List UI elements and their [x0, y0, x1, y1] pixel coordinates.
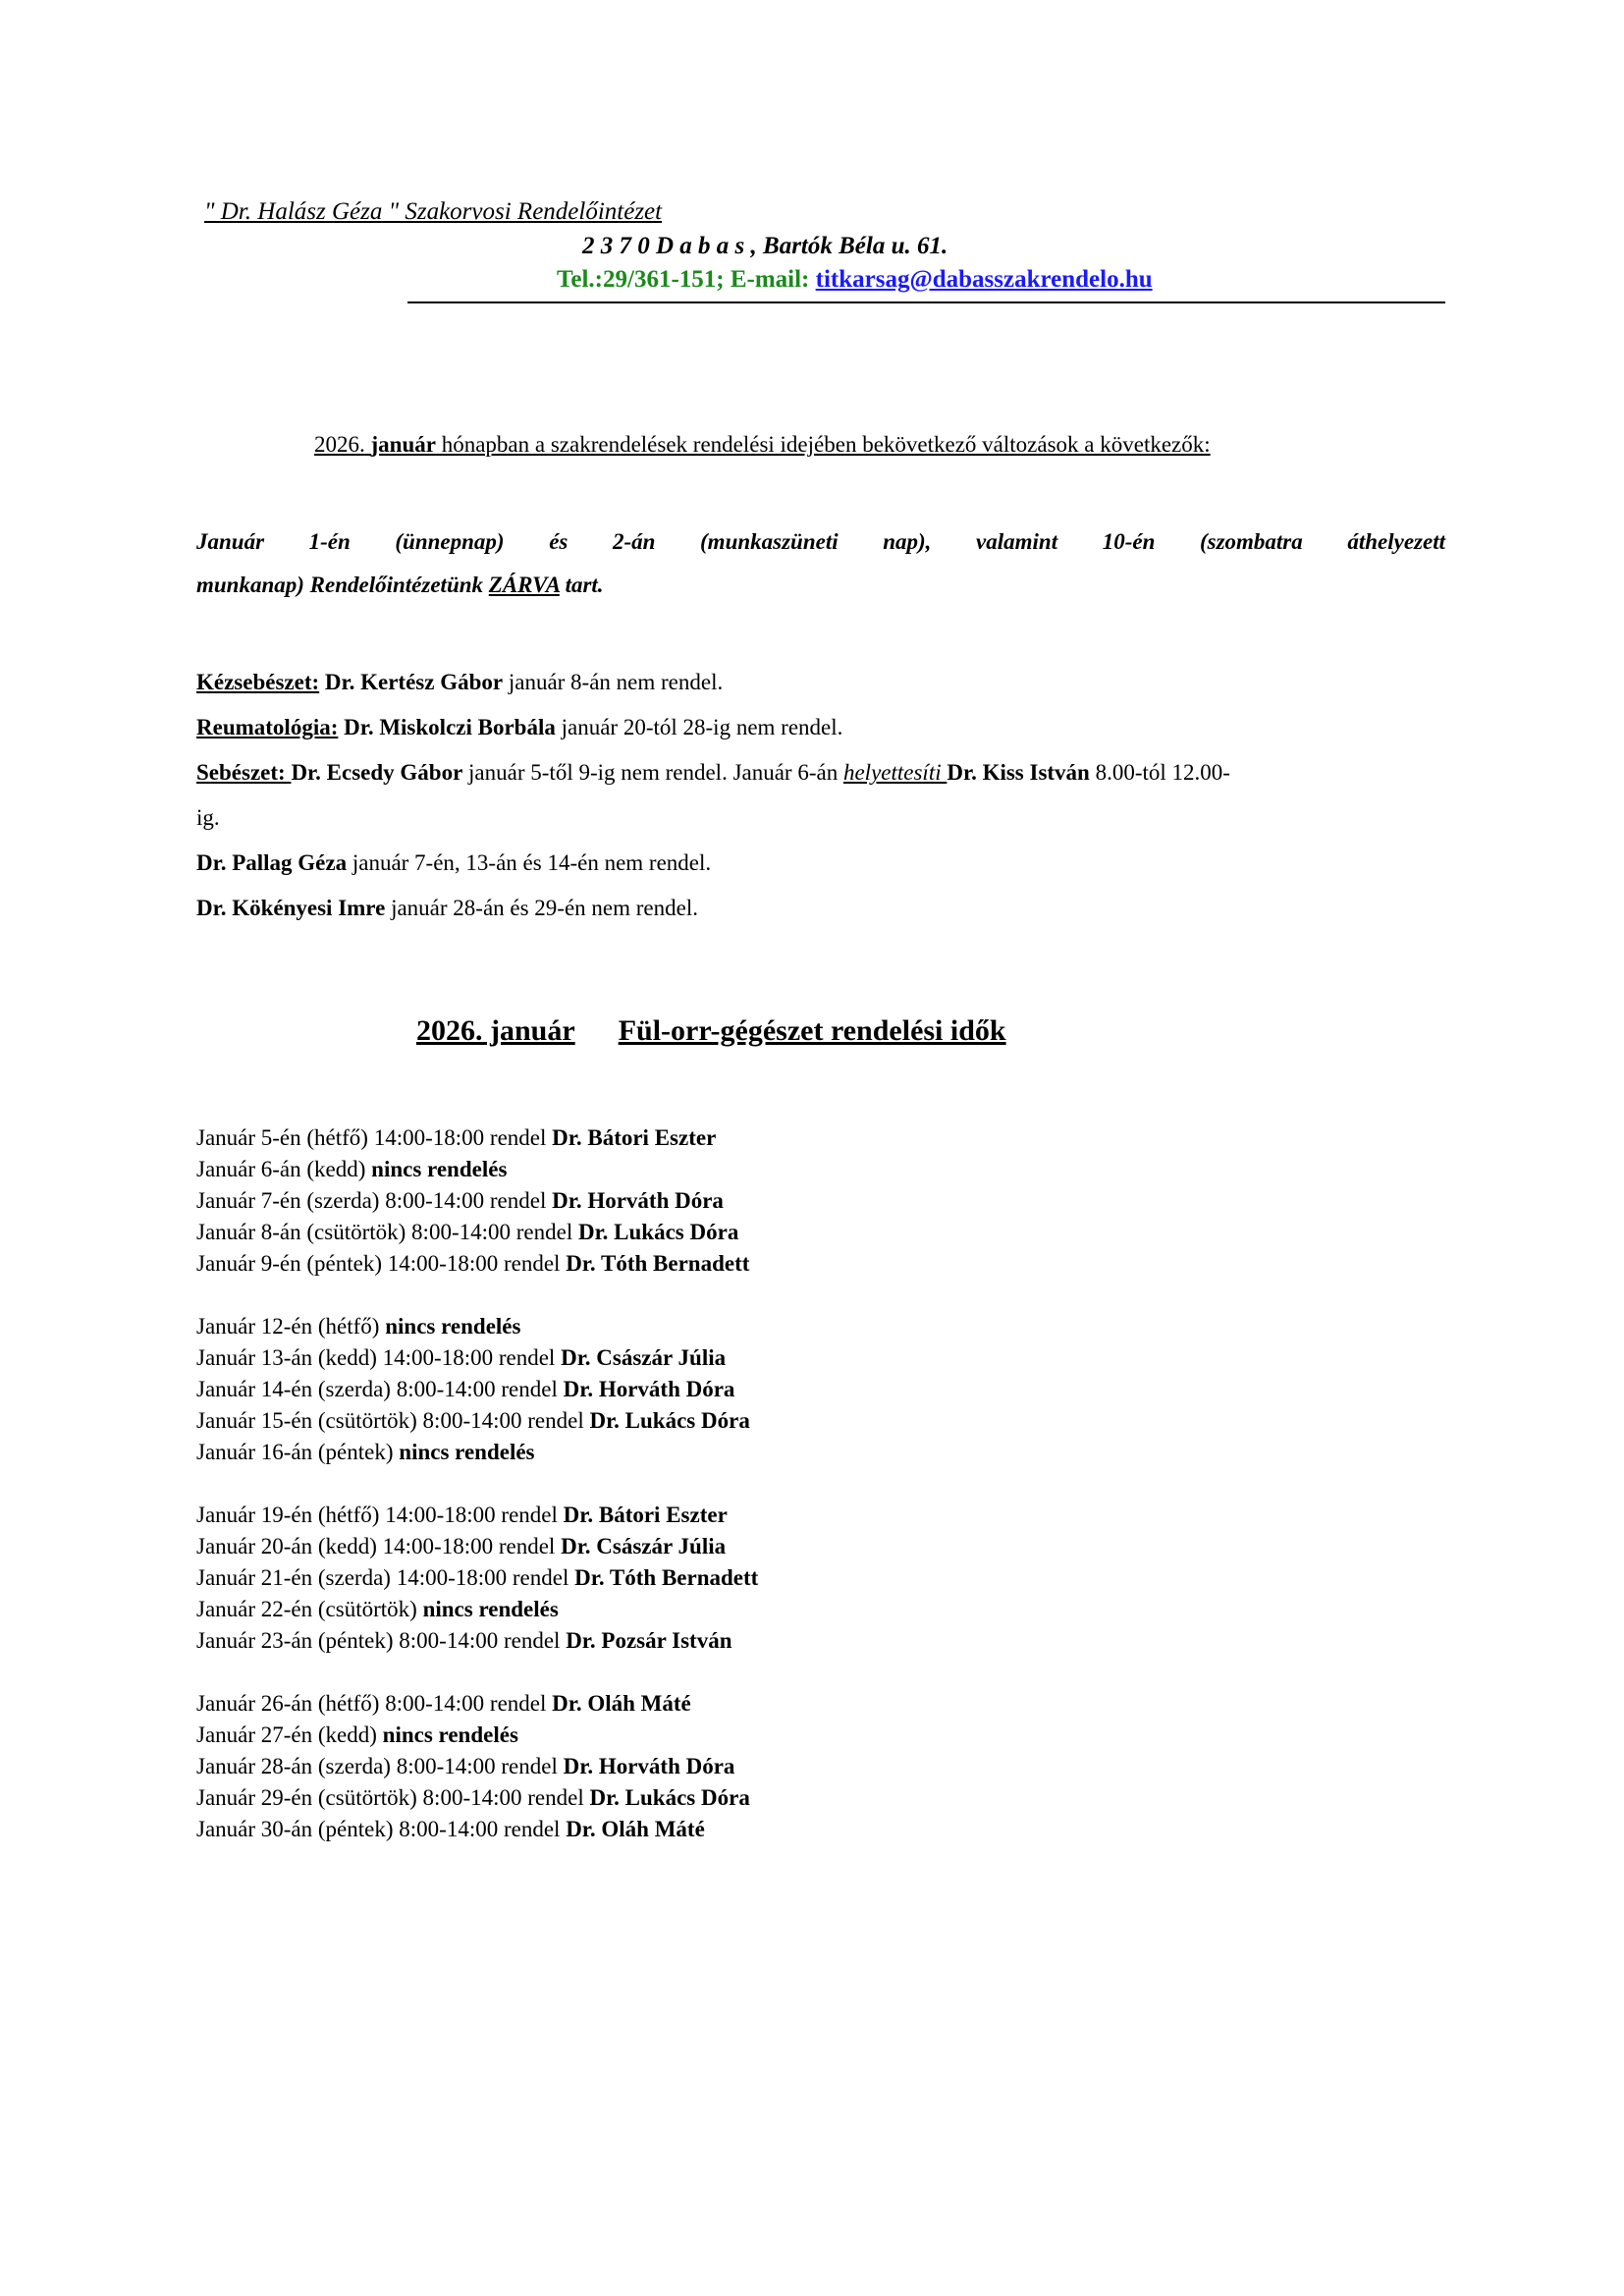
section-title-date: 2026. január: [416, 1014, 575, 1047]
schedule-list: [196, 1122, 758, 1877]
closed-notice-tail: tart.: [559, 573, 604, 597]
changes-list: [196, 666, 1448, 937]
schedule-entry-doctor: Dr. Lukács Dóra: [577, 1220, 739, 1244]
header-divider: [407, 301, 1445, 303]
schedule-entry-text: Január 22-én (csütörtök): [196, 1597, 423, 1621]
schedule-entry-text: Január 27-én (kedd): [196, 1722, 383, 1747]
intro-year: 2026.: [314, 432, 365, 457]
phone-text: Tel.:29/361-151; E-mail:: [557, 266, 816, 293]
schedule-entry-text: Január 19-én (hétfő) 14:00-18:00 rendel: [196, 1503, 564, 1527]
schedule-entry-text: Január 28-án (szerda) 8:00-14:00 rendel: [196, 1754, 564, 1778]
schedule-entry: [196, 1500, 758, 1531]
change-doctor: Dr. Miskolczi Borbála: [338, 715, 556, 739]
change-text-continued: ig.: [196, 805, 220, 830]
schedule-entry: [196, 1562, 758, 1594]
intro-month: január: [370, 432, 436, 457]
section-title: [416, 1014, 1006, 1048]
substitute-doctor: Dr. Kiss István: [947, 760, 1090, 785]
schedule-entry-doctor: Dr. Horváth Dóra: [563, 1754, 735, 1778]
schedule-entry: [196, 1122, 758, 1154]
institution-contact: [557, 266, 1153, 294]
schedule-entry-doctor: Dr. Lukács Dóra: [589, 1408, 750, 1433]
schedule-entry-text: Január 14-én (szerda) 8:00-14:00 rendel: [196, 1377, 564, 1401]
institution-name: " Dr. Halász Géza " Szakorvosi Rendelőintézet: [204, 198, 663, 225]
change-text: január 7-én, 13-án és 14-én nem rendel.: [347, 850, 712, 875]
change-department: Sebészet:: [196, 760, 292, 785]
schedule-entry-doctor: Dr. Oláh Máté: [566, 1817, 705, 1841]
change-item: [196, 756, 1448, 835]
schedule-entry-doctor: Dr. Tóth Bernadett: [574, 1565, 759, 1590]
institution-address: 2 3 7 0 D a b a s , Bartók Béla u. 61.: [582, 233, 948, 259]
schedule-entry-text: Január 9-én (péntek) 14:00-18:00 rendel: [196, 1251, 567, 1276]
schedule-week: [196, 1688, 758, 1845]
schedule-entry-doctor: nincs rendelés: [422, 1597, 559, 1621]
schedule-entry-text: Január 12-én (hétfő): [196, 1314, 386, 1339]
schedule-entry: [196, 1342, 758, 1374]
schedule-entry-doctor: Dr. Császár Júlia: [561, 1345, 727, 1370]
schedule-entry-text: Január 6-án (kedd): [196, 1157, 372, 1181]
change-item: [196, 666, 1448, 699]
change-doctor: Dr. Ecsedy Gábor: [291, 760, 463, 785]
schedule-entry-text: Január 23-án (péntek) 8:00-14:00 rendel: [196, 1628, 567, 1653]
schedule-entry-doctor: Dr. Pozsár István: [566, 1628, 732, 1653]
schedule-entry-text: Január 21-én (szerda) 14:00-18:00 rendel: [196, 1565, 575, 1590]
schedule-entry: [196, 1625, 758, 1657]
change-text: január 5-től 9-ig nem rendel. Január 6-án: [462, 760, 843, 785]
schedule-entry: [196, 1217, 758, 1248]
schedule-entry-text: Január 13-án (kedd) 14:00-18:00 rendel: [196, 1345, 562, 1370]
schedule-entry-doctor: nincs rendelés: [371, 1157, 508, 1181]
closed-word: ZÁRVA: [488, 573, 560, 597]
schedule-entry-doctor: Dr. Tóth Bernadett: [566, 1251, 750, 1276]
change-department: Kézsebészet:: [196, 670, 320, 694]
schedule-entry-text: Január 8-án (csütörtök) 8:00-14:00 rendel: [196, 1220, 578, 1244]
change-text: január 28-án és 29-én nem rendel.: [385, 896, 698, 920]
change-item: [196, 711, 1448, 744]
schedule-entry: [196, 1688, 758, 1720]
schedule-entry-doctor: Dr. Horváth Dóra: [563, 1377, 735, 1401]
intro-line: [314, 432, 1211, 458]
schedule-entry-text: Január 20-án (kedd) 14:00-18:00 rendel: [196, 1534, 562, 1558]
change-department: Reumatológia:: [196, 715, 339, 739]
schedule-entry-text: Január 16-án (péntek): [196, 1440, 400, 1464]
schedule-week: [196, 1122, 758, 1280]
schedule-entry-doctor: nincs rendelés: [399, 1440, 535, 1464]
schedule-entry-text: Január 30-án (péntek) 8:00-14:00 rendel: [196, 1817, 567, 1841]
schedule-entry-doctor: Dr. Bátori Eszter: [552, 1125, 717, 1150]
change-doctor: Dr. Kökényesi Imre: [196, 896, 386, 920]
schedule-entry: [196, 1531, 758, 1562]
schedule-entry-doctor: nincs rendelés: [382, 1722, 518, 1747]
substitute-word: helyettesíti: [842, 760, 947, 785]
schedule-entry: [196, 1405, 758, 1437]
schedule-week: [196, 1500, 758, 1657]
schedule-entry: [196, 1374, 758, 1405]
closed-notice-line1: Január 1-én (ünnepnap) és 2-án (munkaszüneti nap), valamint 10-én (szombatra áthelyezett: [196, 529, 1445, 554]
change-text: január 20-tól 28-ig nem rendel.: [555, 715, 843, 739]
change-text: január 8-án nem rendel.: [503, 670, 724, 694]
substitute-text: 8.00-tól 12.00-: [1089, 760, 1230, 785]
change-item: [196, 892, 1448, 925]
schedule-entry-doctor: nincs rendelés: [385, 1314, 521, 1339]
schedule-week: [196, 1311, 758, 1468]
closed-notice: [196, 520, 1445, 607]
schedule-entry: [196, 1814, 758, 1845]
schedule-entry: [196, 1594, 758, 1625]
schedule-entry-doctor: Dr. Császár Júlia: [561, 1534, 727, 1558]
intro-rest: hónapban a szakrendelések rendelési idejében bekövetkező változások a következők:: [435, 432, 1211, 457]
schedule-entry: [196, 1720, 758, 1751]
schedule-entry: [196, 1782, 758, 1814]
schedule-entry-doctor: Dr. Bátori Eszter: [563, 1503, 728, 1527]
schedule-entry-text: Január 7-én (szerda) 8:00-14:00 rendel: [196, 1188, 553, 1213]
schedule-entry-text: Január 26-án (hétfő) 8:00-14:00 rendel: [196, 1691, 553, 1716]
closed-notice-line2: [196, 573, 604, 597]
schedule-entry-text: Január 15-én (csütörtök) 8:00-14:00 rendel: [196, 1408, 590, 1433]
change-item: [196, 847, 1448, 880]
schedule-entry: [196, 1311, 758, 1342]
schedule-entry: [196, 1437, 758, 1468]
change-doctor: Dr. Pallag Géza: [196, 850, 348, 875]
schedule-entry: [196, 1751, 758, 1782]
schedule-entry-text: Január 5-én (hétfő) 14:00-18:00 rendel: [196, 1125, 553, 1150]
schedule-entry: [196, 1154, 758, 1185]
schedule-entry-text: Január 29-én (csütörtök) 8:00-14:00 rendel: [196, 1785, 590, 1810]
email-link[interactable]: titkarsag@dabasszakrendelo.hu: [815, 266, 1153, 293]
schedule-entry: [196, 1248, 758, 1280]
schedule-entry-doctor: Dr. Lukács Dóra: [589, 1785, 750, 1810]
schedule-entry-doctor: Dr. Horváth Dóra: [552, 1188, 724, 1213]
closed-notice-text: munkanap) Rendelőintézetünk: [196, 573, 489, 597]
schedule-entry: [196, 1185, 758, 1217]
schedule-entry-doctor: Dr. Oláh Máté: [552, 1691, 691, 1716]
change-doctor: Dr. Kertész Gábor: [319, 670, 504, 694]
section-title-dept: Fül-orr-gégészet rendelési idők: [618, 1014, 1006, 1047]
